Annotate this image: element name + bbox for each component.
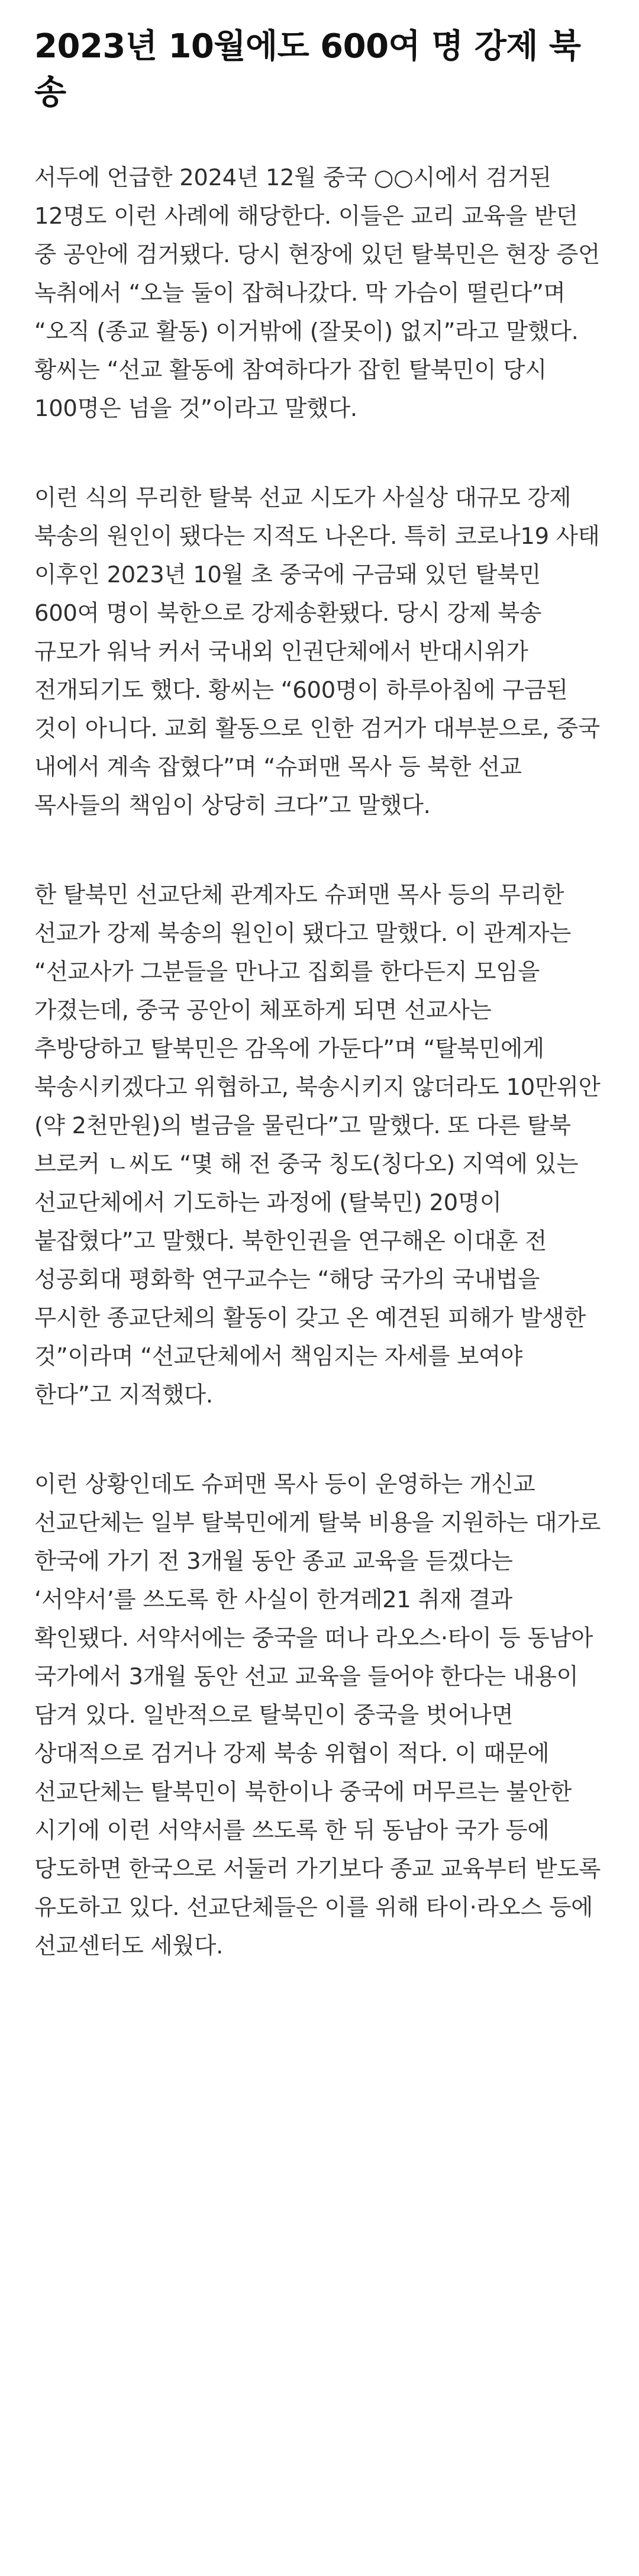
article-paragraph-3: 한 탈북민 선교단체 관계자도 슈퍼맨 목사 등의 무리한 선교가 강제 북송의 원인이 됐다고 말했다. 이 관계자는 “선교사가 그분들을 만나고 집회를 한다든지 모임을 가졌는데, 중국 공안이 체포하게 되면 선교사는 추방당하고 탈북민은 감옥에 가둔다”며 “탈북민에게 북송시키겠다고 위협하고, 북송시키지 않더라도 10만위안(약 2천만원)의 벌금을 물린다”고 말했다. 또 다른 탈북 브로커 ㄴ씨도 “몇 해 전 중국 칭도(칭다오) 지역에 있는 선교단체에서 기도하는 과정에 (탈북민) 20명이 붙잡혔다”고 말했다. 북한인권을 연구해온 이대훈 전 성공회대 평화학 연구교수는 “해당 국가의 국내법을 무시한 종교단체의 활동이 갖고 온 예견된 피해가 발생한 것”이라며 “선교단체에서 책임지는 자세를 보여야 한다”고 지적했다. (34, 882, 601, 1408)
article-paragraph-4: 이런 상황인데도 슈퍼맨 목사 등이 운영하는 개신교 선교단체는 일부 탈북민에게 탈북 비용을 지원하는 대가로 한국에 가기 전 3개월 동안 종교 교육을 듣겠다는 ‘서약서’를 쓰도록 한 사실이 한겨레21 취재 결과 확인됐다. 서약서에는 중국을 떠나 라오스·타이 등 동남아 국가에서 3개월 동안 선교 교육을 들어야 한다는 내용이 담겨 있다. 일반적으로 탈북민이 중국을 벗어나면 상대적으로 검거나 강제 북송 위협이 적다. 이 때문에 선교단체는 탈북민이 북한이나 중국에 머무르는 불안한 시기에 이런 서약서를 쓰도록 한 뒤 동남아 국가 등에 당도하면 한국으로 서둘러 가기보다 종교 교육부터 받도록 유도하고 있다. 선교단체들은 이를 위해 타이·라오스 등에 선교센터도 세웠다. (34, 1471, 601, 1959)
article-paragraph-2: 이런 식의 무리한 탈북 선교 시도가 사실상 대규모 강제 북송의 원인이 됐다는 지적도 나온다. 특히 코로나19 사태 이후인 2023년 10월 초 중국에 구금돼 있던 탈북민 600여 명이 북한으로 강제송환됐다. 당시 강제 북송 규모가 워낙 커서 국내외 인권단체에서 반대시위가 전개되기도 했다. 황씨는 “600명이 하루아침에 구금된 것이 아니다. 교회 활동으로 인한 검거가 대부분으로, 중국 내에서 계속 잡혔다”며 “슈퍼맨 목사 등 북한 선교 목사들의 책임이 상당히 크다”고 말했다. (34, 485, 600, 819)
article-paragraph-1: 서두에 언급한 2024년 12월 중국 ○○시에서 검거된 12명도 이런 사례에 해당한다. 이들은 교리 교육을 받던 중 공안에 검거됐다. 당시 현장에 있던 탈북민은 현장 증언 녹취에서 “오늘 둘이 잡혀나갔다. 막 가슴이 떨린다”며 “오직 (종교 활동) 이거밖에 (잘못이) 없지”라고 말했다. 황씨는 “선교 활동에 참여하다가 잡힌 탈북민이 당시 100명은 넘을 것”이라고 말했다. (34, 165, 600, 422)
article-headline: 2023년 10월에도 600여 명 강제 북송 (34, 27, 581, 112)
